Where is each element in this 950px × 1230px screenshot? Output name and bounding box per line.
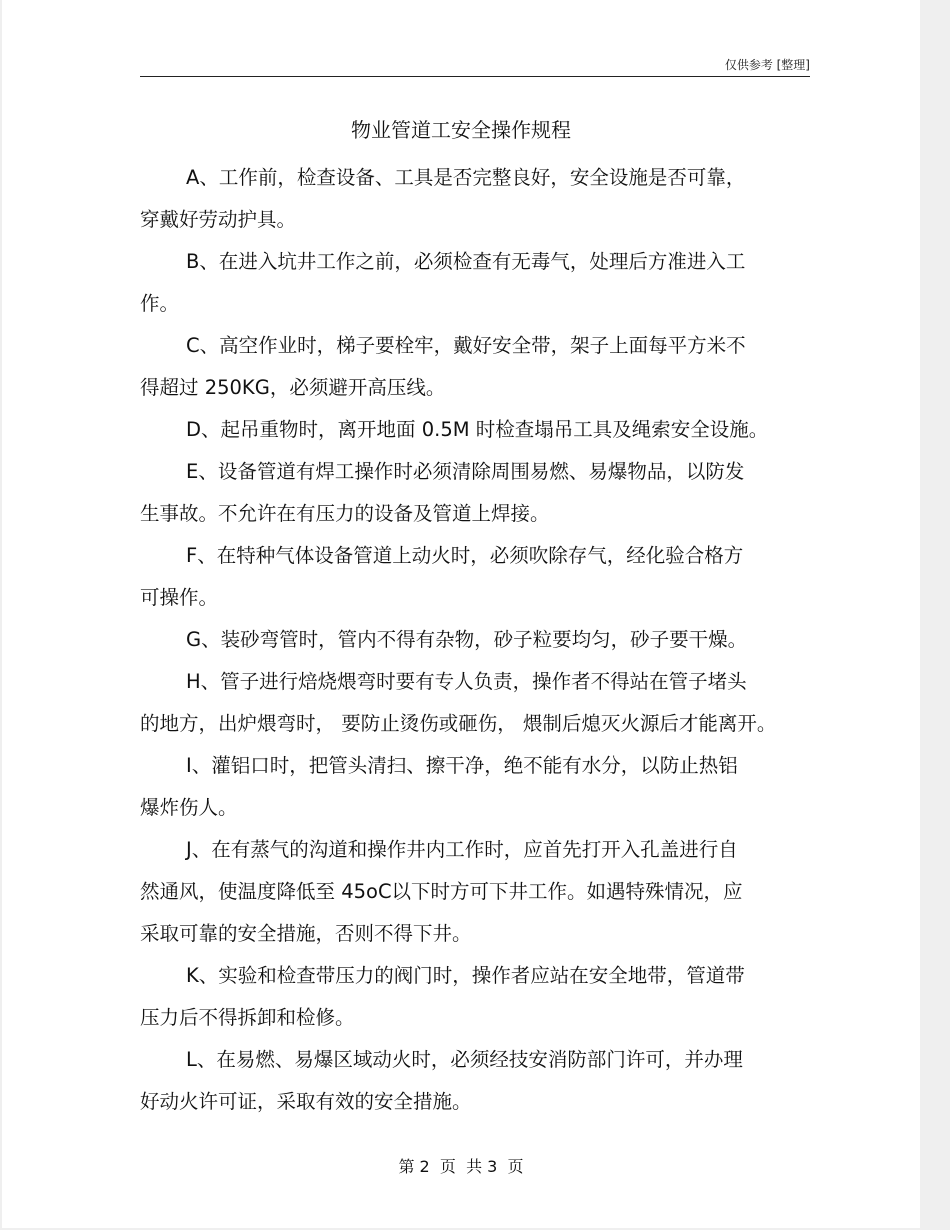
- document-page: [2, 0, 920, 1228]
- paragraph-line: G、装砂弯管时，管内不得有杂物，砂子粒要均匀，砂子要干燥。: [186, 628, 748, 651]
- paragraph-line: I、灌铝口时，把管头清扫、擦干净，绝不能有水分，以防止热铝: [186, 754, 738, 777]
- paragraph-g: [140, 619, 800, 661]
- paragraph-a: [140, 157, 800, 241]
- paragraph-line: 可操作。: [140, 586, 219, 609]
- paragraph-line: 采取可靠的安全措施，否则不得下井。: [140, 922, 472, 945]
- header-divider: [140, 76, 810, 77]
- paragraph-line: 压力后不得拆卸和检修。: [140, 1006, 355, 1029]
- paragraph-line: 穿戴好劳动护具。: [140, 208, 297, 231]
- paragraph-line: K、实验和检查带压力的阀门时，操作者应站在安全地带，管道带: [186, 964, 745, 987]
- paragraph-k: [140, 955, 800, 1039]
- paragraph-line: 得超过 250KG，必须避开高压线。: [140, 376, 446, 399]
- paragraph-line: E、设备管道有焊工操作时必须清除周围易燃、易爆物品，以防发: [186, 460, 745, 483]
- paragraph-l: [140, 1039, 800, 1123]
- paragraph-c: [140, 325, 800, 409]
- header-note: 仅供参考 [整理]: [724, 58, 810, 72]
- paragraph-line: C、高空作业时，梯子要栓牢，戴好安全带，架子上面每平方米不: [186, 334, 746, 357]
- paragraph-line: F、在特种气体设备管道上动火时，必须吹除存气，经化验合格方: [186, 544, 744, 567]
- paragraph-line: H、管子进行焙烧煨弯时要有专人负责，操作者不得站在管子堵头: [186, 670, 747, 693]
- paragraph-line: 然通风，使温度降低至 45oC以下时方可下井工作。如遇特殊情况，应: [140, 880, 743, 903]
- paragraph-b: [140, 241, 800, 325]
- document-body: [140, 157, 800, 1123]
- paragraph-i: [140, 745, 800, 829]
- document-title: 物业管道工安全操作规程: [351, 118, 571, 142]
- paragraph-line: 的地方，出炉煨弯时， 要防止烫伤或砸伤， 煨制后熄灭火源后才能离开。: [140, 712, 777, 735]
- paragraph-e: [140, 451, 800, 535]
- paragraph-line: 作。: [140, 292, 180, 315]
- paragraph-line: 好动火许可证，采取有效的安全措施。: [140, 1090, 472, 1113]
- page-indicator: 第 2 页 共 3 页: [398, 1157, 524, 1176]
- paragraph-j: [140, 829, 800, 955]
- paragraph-h: [140, 661, 800, 745]
- paragraph-line: A、工作前，检查设备、工具是否完整良好，安全设施是否可靠，: [186, 166, 746, 189]
- paragraph-line: 生事故。不允许在有压力的设备及管道上焊接。: [140, 502, 550, 525]
- paragraph-d: [140, 409, 800, 451]
- paragraph-line: 爆炸伤人。: [140, 796, 238, 819]
- paragraph-line: J、在有蒸气的沟道和操作井内工作时，应首先打开入孔盖进行自: [186, 838, 738, 861]
- paragraph-line: D、起吊重物时，离开地面 0.5M 时检查塌吊工具及绳索安全设施。: [186, 418, 769, 441]
- paragraph-line: L、在易燃、易爆区域动火时，必须经技安消防部门许可，并办理: [186, 1048, 743, 1071]
- paragraph-line: B、在进入坑井工作之前，必须检查有无毒气，处理后方准进入工: [186, 250, 746, 273]
- paragraph-f: [140, 535, 800, 619]
